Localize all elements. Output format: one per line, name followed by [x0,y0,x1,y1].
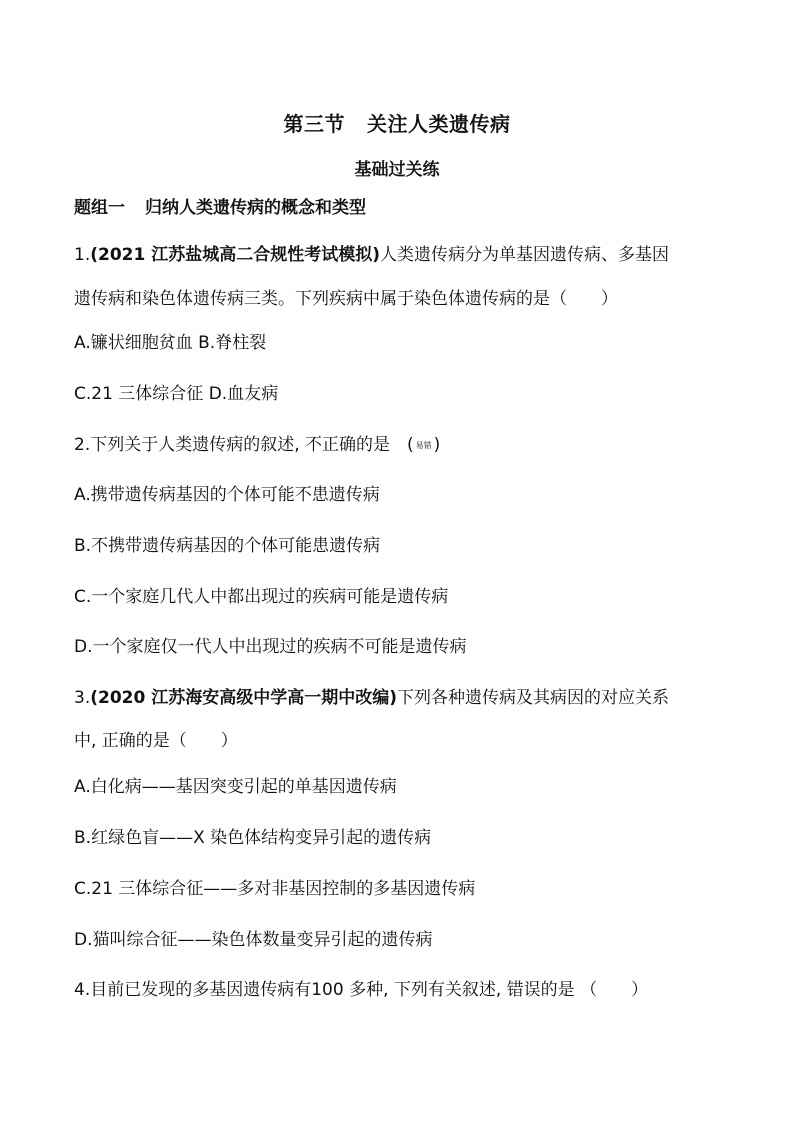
q4-stem: 4.目前已发现的多基因遗传病有100 多种, 下列有关叙述, 错误的是 （ ） [74,980,649,1000]
q2-stem-a: 2.下列关于人类遗传病的叙述, 不正确的是 ( [74,435,414,455]
q1-number: 1. [74,245,91,265]
q3-option-b: B.红绿色盲——X 染色体结构变异引起的遗传病 [74,828,432,848]
q3-stem-line-2: 中, 正确的是（ ） [74,731,238,751]
q2-option-a: A.携带遗传病基因的个体可能不患遗传病 [74,485,380,505]
q1-options-cd: C.21 三体综合征 D.血友病 [74,384,279,404]
q3-source: (2020 江苏海安高级中学高一期中改编) [90,688,398,708]
section-name: 关注人类遗传病 [367,112,511,136]
q3-option-c: C.21 三体综合征——多对非基因控制的多基因遗传病 [74,879,476,899]
q3-option-d: D.猫叫综合征——染色体数量变异引起的遗传病 [74,930,433,950]
q2-option-c: C.一个家庭几代人中都出现过的疾病可能是遗传病 [74,587,449,607]
q1-stem-1: 人类遗传病分为单基因遗传病、多基因 [380,245,670,265]
question-group-heading [74,193,366,218]
q3-stem-line-1 [74,683,669,708]
q2-stem-b: ) [433,435,441,455]
subtitle: 基础过关练 [354,160,440,180]
q1-stem-line-2: 遗传病和染色体遗传病三类。下列疾病中属于染色体遗传病的是（ ） [74,289,618,309]
group-text: 归纳人类遗传病的概念和类型 [145,198,366,218]
q2-stem [74,430,440,455]
q2-option-b: B.不携带遗传病基因的个体可能患遗传病 [74,536,381,556]
q1-source: (2021 江苏盐城高二合规性考试模拟) [90,245,381,265]
section-number: 第三节 [283,112,345,136]
q1-stem-line-1 [74,240,669,265]
section-title [0,108,794,137]
q2-option-d: D.一个家庭仅一代人中出现过的疾病不可能是遗传病 [74,637,467,657]
q3-number: 3. [74,688,91,708]
q2-tag: 易错 [415,440,432,450]
q1-options-ab: A.镰状细胞贫血 B.脊柱裂 [74,333,267,353]
q3-stem-1: 下列各种遗传病及其病因的对应关系 [397,688,670,708]
q3-option-a: A.白化病——基因突变引起的单基因遗传病 [74,777,397,797]
group-label: 题组一 [74,198,125,218]
